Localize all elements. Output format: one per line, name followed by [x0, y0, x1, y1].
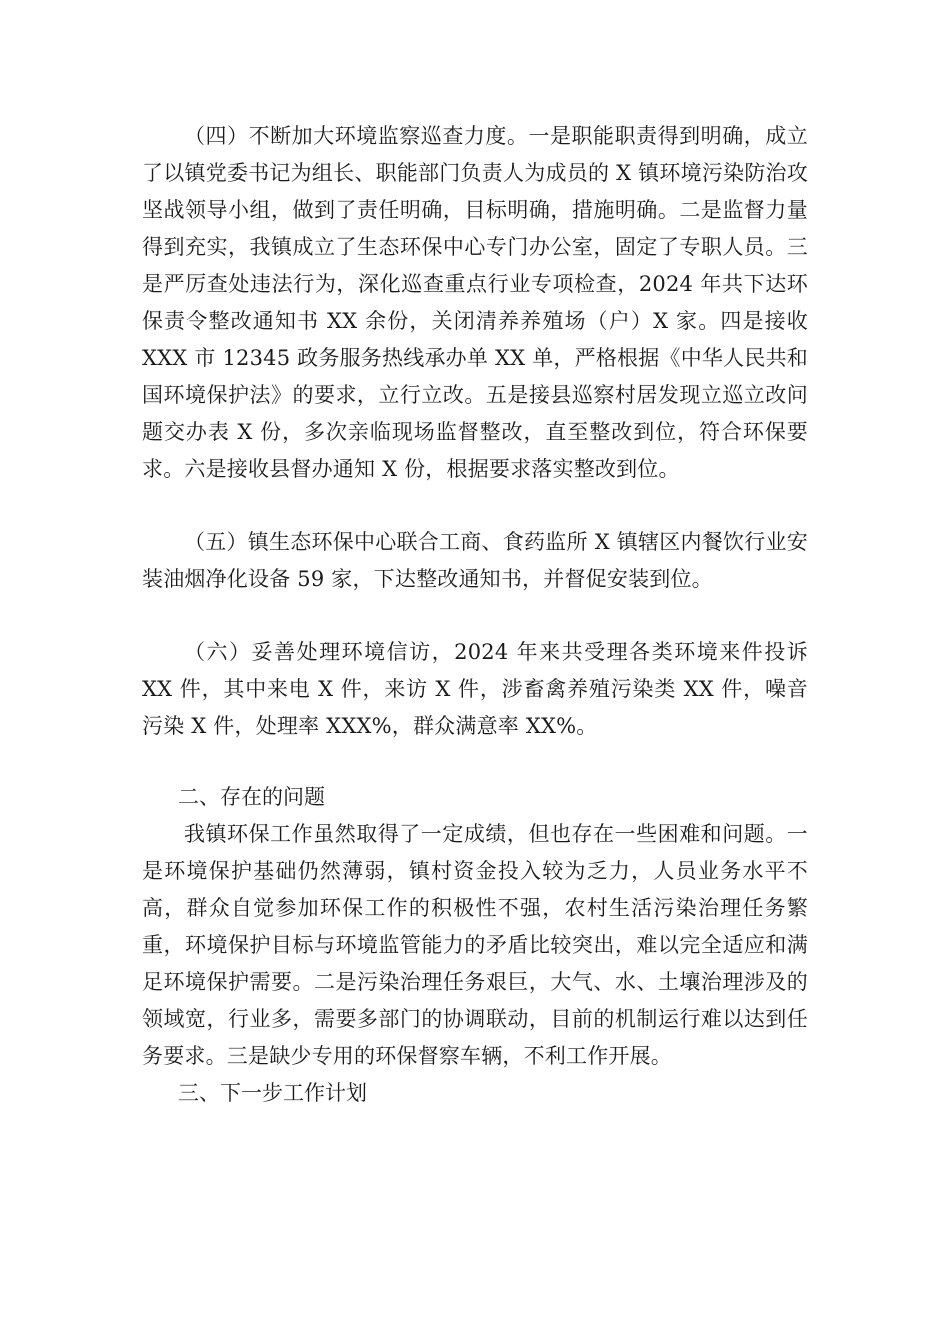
section-heading-next-plan: 三、下一步工作计划	[178, 1081, 367, 1105]
paragraph-spacer	[142, 488, 808, 524]
paragraph-5-catering: （五）镇生态环保中心联合工商、食药监所 X 镇辖区内餐饮行业安装油烟净化设备 59 家，下达整改通知书，并督促安装到位。	[142, 530, 808, 591]
paragraph-spacer	[142, 598, 808, 634]
document-page	[142, 118, 808, 1112]
paragraph-problems: 我镇环保工作虽然取得了一定成绩，但也存在一些困难和问题。一是环境保护基础仍然薄弱，镇村资金投入较为乏力，人员业务水平不高，群众自觉参加环保工作的积极性不强，农村生活污染治理任务繁重，环境保护目标与环境监管能力的矛盾比较突出，难以完全适应和满足环境保护需要。二是污染治理任务艰巨，大气、水、土壤治理涉及的领域宽，行业多，需要多部门的协调联动，目前的机制运行难以达到任务要求。三是缺少专用的环保督察车辆，不利工作开展。	[142, 822, 808, 1068]
paragraph-4-inspection: （四）不断加大环境监察巡查力度。一是职能职责得到明确，成立了以镇党委书记为组长、职能部门负责人为成员的 X 镇环境污染防治攻坚战领导小组，做到了责任明确，目标明确，措施明确。二是监督力量得到充实，我镇成立了生态环保中心专门办公室，固定了专职人员。三是严厉查处违法行为，深化巡查重点行业专项检查，2024 年共下达环保责令整改通知书 XX 余份，关闭清养养殖场（户）X 家。四是接收 XXX 市 12345 政务服务热线承办单 XX 单，严格根据《中华人民共和国环境保护法》的要求，立行立改。五是接县巡察村居发现立巡立改问题交办表 X 份，多次亲临现场监督整改，直至整改到位，符合环保要求。六是接收县督办通知 X 份，根据要求落实整改到位。	[142, 124, 808, 481]
paragraph-spacer	[142, 745, 808, 779]
section-heading-problems: 二、存在的问题	[178, 785, 325, 809]
paragraph-6-petitions: （六）妥善处理环境信访，2024 年来共受理各类环境来件投诉 XX 件，其中来电 X 件，来访 X 件，涉畜禽养殖污染类 XX 件，噪音污染 X 件，处理率 XXX%，群众满意率 XX%。	[142, 640, 808, 738]
